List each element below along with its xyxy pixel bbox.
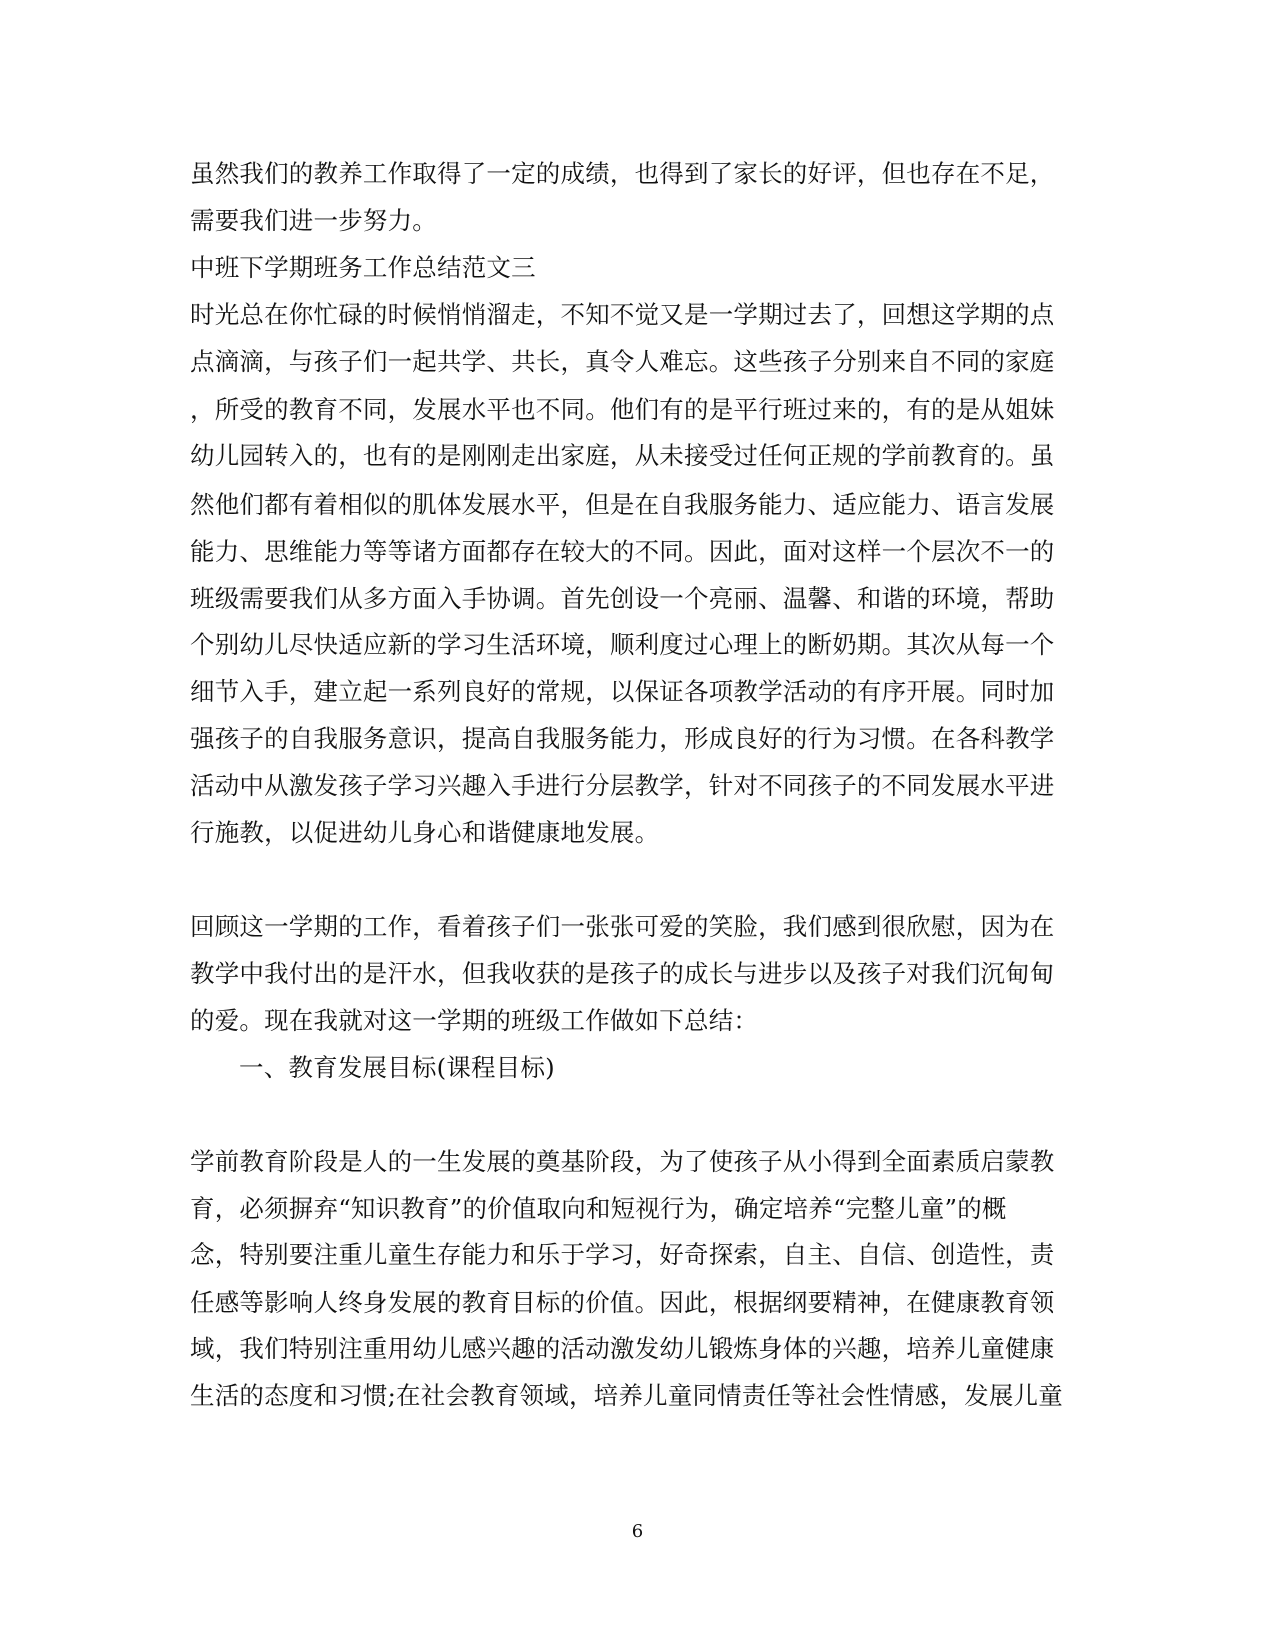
text-line: 域，我们特别注重用幼儿感兴趣的活动激发幼儿锻炼身体的兴趣，培养儿童健康 — [190, 1334, 1055, 1363]
text-line: 的爱。现在我就对这一学期的班级工作做如下总结： — [190, 1006, 759, 1035]
text-line: 时光总在你忙碌的时候悄悄溜走，不知不觉又是一学期过去了，回想这学期的点 — [190, 300, 1055, 329]
text-line: 点滴滴，与孩子们一起共学、共长，真令人难忘。这些孩子分别来自不同的家庭 — [190, 347, 1055, 376]
text-line: 育，必须摒弃“知识教育”的价值取向和短视行为，确定培养“完整儿童”的概 — [190, 1194, 1007, 1223]
section-heading: 中班下学期班务工作总结范文三 — [190, 253, 536, 282]
text-line: 生活的态度和习惯;在社会教育领域，培养儿童同情责任等社会性情感，发展儿童 — [190, 1381, 1063, 1410]
section-heading: 一、教育发展目标(课程目标) — [239, 1053, 555, 1082]
text-line: 活动中从激发孩子学习兴趣入手进行分层教学，针对不同孩子的不同发展水平进 — [190, 771, 1055, 800]
text-line: 虽然我们的教养工作取得了一定的成绩，也得到了家长的好评，但也存在不足， — [190, 159, 1055, 188]
text-line: 教学中我付出的是汗水，但我收获的是孩子的成长与进步以及孩子对我们沉甸甸 — [190, 959, 1055, 988]
page-number: 6 — [631, 1521, 644, 1542]
text-line: 班级需要我们从多方面入手协调。首先创设一个亮丽、温馨、和谐的环境，帮助 — [190, 584, 1055, 613]
text-line: 细节入手，建立起一系列良好的常规，以保证各项教学活动的有序开展。同时加 — [190, 677, 1055, 706]
text-line: 念，特别要注重儿童生存能力和乐于学习，好奇探索，自主、自信、创造性，责 — [190, 1240, 1055, 1269]
text-line: ，所受的教育不同，发展水平也不同。他们有的是平行班过来的，有的是从姐妹 — [190, 395, 1055, 424]
text-line: 任感等影响人终身发展的教育目标的价值。因此，根据纲要精神，在健康教育领 — [190, 1288, 1055, 1317]
text-line: 需要我们进一步努力。 — [190, 206, 437, 235]
text-line: 然他们都有着相似的肌体发展水平，但是在自我服务能力、适应能力、语言发展 — [190, 490, 1055, 519]
text-line: 幼儿园转入的，也有的是刚刚走出家庭，从未接受过任何正规的学前教育的。虽 — [190, 441, 1055, 470]
text-line: 学前教育阶段是人的一生发展的奠基阶段，为了使孩子从小得到全面素质启蒙教 — [190, 1147, 1055, 1176]
text-line: 强孩子的自我服务意识，提高自我服务能力，形成良好的行为习惯。在各科教学 — [190, 724, 1055, 753]
text-line: 行施教，以促进幼儿身心和谐健康地发展。 — [190, 818, 660, 847]
text-line: 个别幼儿尽快适应新的学习生活环境，顺利度过心理上的断奶期。其次从每一个 — [190, 630, 1055, 659]
text-line: 能力、思维能力等等诸方面都存在较大的不同。因此，面对这样一个层次不一的 — [190, 537, 1055, 566]
text-line: 回顾这一学期的工作，看着孩子们一张张可爱的笑脸，我们感到很欣慰，因为在 — [190, 912, 1055, 941]
